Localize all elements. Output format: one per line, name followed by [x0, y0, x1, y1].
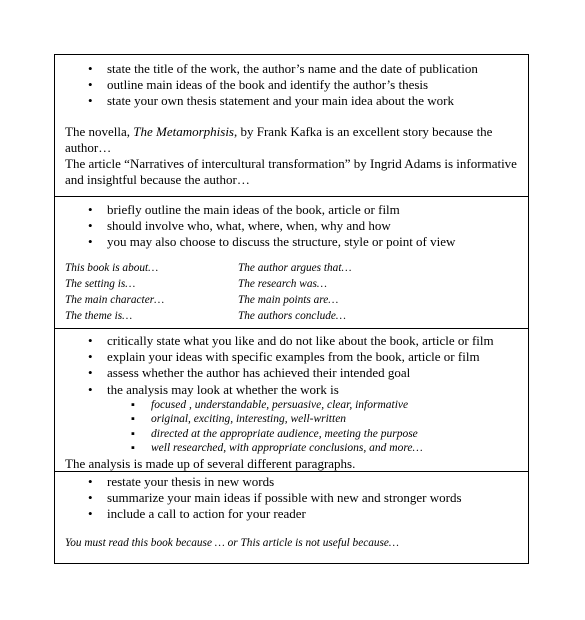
example-text: , by Frank Kafka is an excellent story because the author…	[65, 123, 493, 155]
phrase: The main character…	[65, 294, 165, 307]
summary-phrase-grid	[55, 260, 528, 325]
list-item: • state the title of the work, the author’s name and the date of publication	[55, 61, 528, 77]
phrase: The research was…	[238, 277, 327, 290]
analysis-bullets	[55, 329, 528, 398]
sub-list-item: ▪ directed at the appropriate audience, meeting the purpose	[55, 427, 528, 442]
list-item: • state your own thesis statement and your main idea about the work	[55, 93, 528, 109]
conclusion-bullets	[55, 472, 528, 523]
list-item: • explain your ideas with specific examples from the book, article or film	[55, 349, 528, 365]
analysis-section	[55, 328, 528, 471]
phrase: The main points are…	[238, 294, 339, 307]
phrase: The author argues that…	[238, 261, 352, 274]
list-item: • should involve who, what, where, when, why and how	[55, 218, 528, 234]
phrase: The theme is…	[65, 310, 133, 323]
list-item: • include a call to action for your reader	[55, 506, 528, 522]
list-item: • outline main ideas of the book and identify the author’s thesis	[55, 77, 528, 93]
analysis-closing: The analysis is made up of several different paragraphs.	[65, 455, 356, 471]
review-outline-table	[54, 54, 529, 564]
list-item: • briefly outline the main ideas of the book, article or film	[55, 202, 528, 218]
analysis-sub-bullets	[55, 398, 528, 456]
sub-list-item: ▪ original, exciting, interesting, well-written	[55, 412, 528, 427]
work-title: The Metamorphisis	[133, 123, 234, 139]
list-item: • you may also choose to discuss the structure, style or point of view	[55, 234, 528, 250]
list-item: • critically state what you like and do not like about the book, article or film	[55, 333, 528, 349]
list-item: • the analysis may look at whether the work is	[55, 382, 528, 398]
sub-list-item: ▪ focused , understandable, persuasive, clear, informative	[55, 398, 528, 413]
list-item: • restate your thesis in new words	[55, 474, 528, 490]
introduction-example-2: The article “Narratives of intercultural transformation” by Ingrid Adams is informative and insightful because the author…	[65, 156, 517, 188]
introduction-bullets	[55, 55, 528, 110]
phrase: The setting is…	[65, 277, 136, 290]
summary-section	[55, 196, 528, 328]
conclusion-section	[55, 471, 528, 565]
introduction-example-1	[55, 124, 528, 156]
phrase: This book is about…	[65, 261, 159, 274]
introduction-section	[55, 55, 528, 196]
list-item: • assess whether the author has achieved their intended goal	[55, 365, 528, 381]
example-text: The novella,	[65, 123, 134, 139]
conclusion-note: You must read this book because … or This article is not useful because…	[65, 536, 399, 549]
sub-list-item: ▪ well researched, with appropriate conclusions, and more…	[55, 441, 528, 456]
summary-bullets	[55, 197, 528, 251]
list-item: • summarize your main ideas if possible with new and stronger words	[55, 490, 528, 506]
phrase: The authors conclude…	[238, 310, 346, 323]
